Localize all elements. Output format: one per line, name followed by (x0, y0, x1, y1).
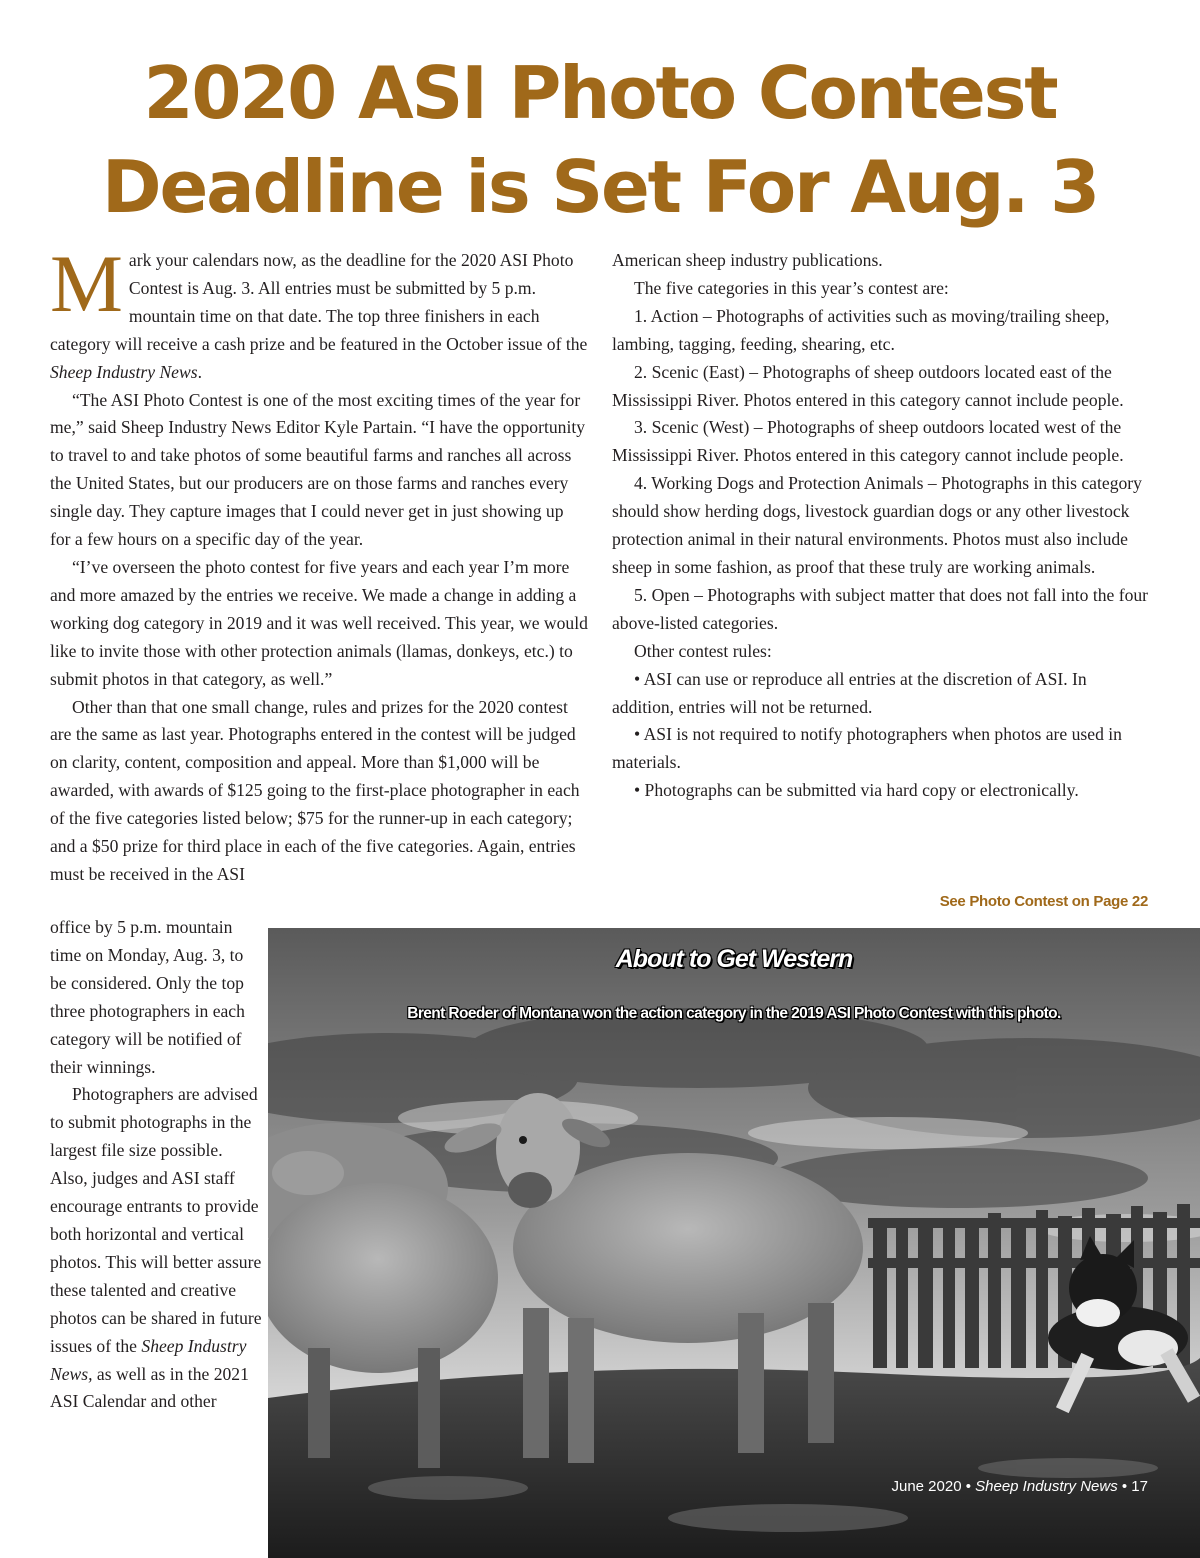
category-action: 1. Action – Photographs of activities such as moving/trailing sheep, lambing, tagging, feeding, shearing, etc. (612, 305, 1110, 354)
paragraph-5-text: Photographers are advised to submit photographs in the largest file size possible. Also, judges and ASI staff encourage entrants to provide both horizontal and vertical photos. This will better assure these talented and creative photos can be shared in future issues of the (50, 1084, 262, 1356)
category-working-dogs: 4. Working Dogs and Protection Animals – Photographs in this category should show herding dogs, livestock guardian dogs or any other livestock protection animal in their natural environments. Photos must also include sheep in some fashion, as proof that these truly are working animals. (612, 473, 1142, 577)
issue-date: June 2020 • (891, 1478, 976, 1495)
article-paragraph-3: “I’ve overseen the photo contest for five years and each year I’m more and more amazed by the entries we receive. We made a change in adding a working dog category in 2019 and it was well received. This year, we would like to invite those with other protection animals (llamas, donkeys, etc.) to submit photos in that category, as well.” (50, 556, 588, 689)
article-paragraph-2: “The ASI Photo Contest is one of the most exciting times of the year for me,” said Sheep Industry News Editor Kyle Partain. “I have the opportunity to travel to and take photos of some beautiful farms and ranches all across the United States, but our producers are on those farms and ranches every single day. They capture images that I could never get in just showing up for a few hours on a specific day of the year. (50, 389, 586, 550)
headline-line-2: Deadline is Set For Aug. 3 (101, 145, 1099, 229)
rules-intro: Other contest rules: (634, 640, 772, 661)
rule-item: • ASI is not required to notify photographers when photos are used in materials. (612, 724, 1122, 773)
publication-name: Sheep Industry News (975, 1478, 1118, 1495)
category-scenic-east: 2. Scenic (East) – Photographs of sheep outdoors located east of the Mississippi River. Photos entered in this category cannot include people. (612, 361, 1124, 410)
article-paragraph-1 (50, 238, 588, 387)
article-column-right (612, 247, 1150, 805)
headline (0, 46, 1200, 234)
drop-cap: M (50, 238, 123, 329)
category-open: 5. Open – Photographs with subject matter that does not fall into the four above-listed categories. (612, 584, 1149, 633)
publication-name: Sheep Industry News (50, 361, 198, 382)
photo-caption: Brent Roeder of Montana won the action category in the 2019 ASI Photo Contest with this photo. (407, 1005, 1061, 1022)
page-footer (891, 1478, 1148, 1495)
paragraph-1-text: ark your calendars now, as the deadline for the 2020 ASI Photo Contest is Aug. 3. All entries must be submitted by 5 p.m. mountain time on that date. The top three finishers in each category will receive a cash prize and be featured in the October issue of the (50, 250, 588, 354)
article-column-left (50, 238, 588, 889)
paragraph-1-end: . (197, 361, 202, 382)
publication-name: Sheep Industry News, (50, 1335, 247, 1384)
photo-title: About to Get Western (615, 945, 853, 973)
rule-item: • ASI can use or reproduce all entries at the discretion of ASI. In addition, entries will not be returned. (612, 668, 1087, 717)
rule-item: • Photographs can be submitted via hard copy or electronically. (634, 780, 1079, 801)
headline-line-1: 2020 ASI Photo Contest (143, 51, 1057, 135)
article-column-narrow (50, 914, 262, 1416)
category-scenic-west: 3. Scenic (West) – Photographs of sheep outdoors located west of the Mississippi River. Photos entered in this category cannot include people. (612, 417, 1124, 466)
paragraph-5-end: as well as in the 2021 ASI Calendar and other (50, 1363, 249, 1412)
page-number: • 17 (1117, 1478, 1148, 1495)
article-paragraph-4-continued: office by 5 p.m. mountain time on Monday, Aug. 3, to be considered. Only the top three photographers in each category will be notified of their winnings. (50, 917, 245, 1077)
article-paragraph-5 (50, 1081, 262, 1416)
article-paragraph-4: Other than that one small change, rules and prizes for the 2020 contest are the same as last year. Photographs entered in the contest will be judged on clarity, content, composition and appeal. More than $1,000 will be awarded, with awards of $125 going to the first-place photographer in each of the five categories listed below; $75 for the runner-up in each category; and a $50 prize for third place in each of the five categories. Again, entries must be received in the ASI (50, 696, 580, 884)
featured-photo (268, 928, 1200, 1558)
article-paragraph-continued: American sheep industry publications. (612, 250, 883, 270)
continued-link[interactable]: See Photo Contest on Page 22 (939, 893, 1148, 910)
categories-intro: The five categories in this year’s contest are: (634, 277, 949, 298)
